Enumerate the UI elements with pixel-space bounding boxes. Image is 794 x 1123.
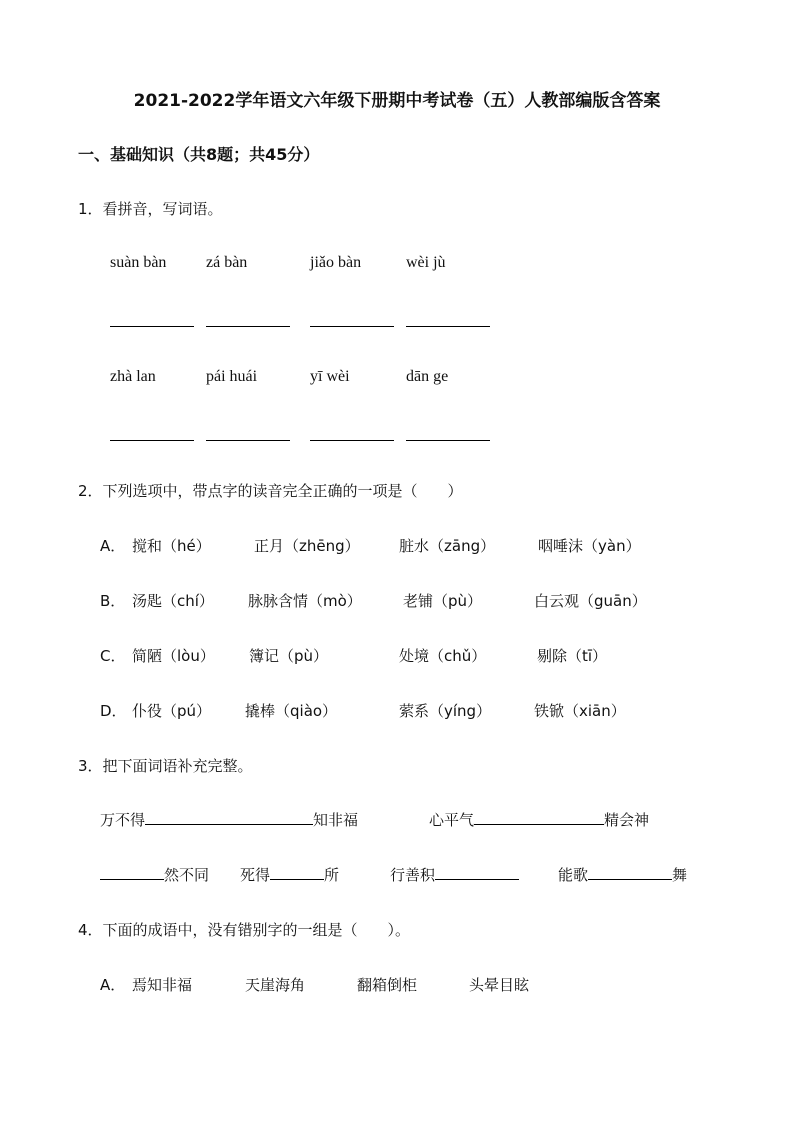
answer-blank[interactable] xyxy=(310,326,394,327)
fill-line xyxy=(390,864,519,885)
pinyin-item: pái huái xyxy=(206,368,258,385)
fill-text: 所 xyxy=(324,866,340,884)
answer-blank[interactable] xyxy=(145,823,313,825)
option-item: 翻箱倒柜 xyxy=(357,976,418,994)
fill-line xyxy=(100,809,358,830)
answer-blank[interactable] xyxy=(588,878,672,880)
fill-text: 心平气 xyxy=(429,811,475,829)
answer-blank[interactable] xyxy=(310,440,394,441)
document-title: 2021-2022学年语文六年级下册期中考试卷（五）人教部编版含答案 xyxy=(133,91,661,111)
option-item: 仆役（pú） xyxy=(132,702,212,720)
question-4-stem: 4．下面的成语中，没有错别字的一组是（ ）。 xyxy=(78,921,411,939)
pinyin-item: wèi jù xyxy=(406,254,446,271)
answer-blank[interactable] xyxy=(406,440,490,441)
option-label: C． xyxy=(100,647,126,665)
pinyin-item: zhà lan xyxy=(110,368,156,385)
option-item: 天崖海角 xyxy=(245,976,306,994)
fill-text: 死得 xyxy=(240,866,271,884)
option-label: A． xyxy=(100,537,126,555)
answer-blank[interactable] xyxy=(474,823,604,825)
option-item: 老铺（pù） xyxy=(403,592,483,610)
fill-line xyxy=(429,809,649,830)
answer-blank[interactable] xyxy=(435,878,519,880)
fill-text: 舞 xyxy=(672,866,688,884)
option-item: 简陋（lòu） xyxy=(132,647,215,665)
option-item: 铁锨（xiān） xyxy=(534,702,626,720)
fill-line xyxy=(558,864,687,885)
fill-text: 知非福 xyxy=(313,811,359,829)
fill-line xyxy=(240,864,339,885)
option-item: 正月（zhēng） xyxy=(254,537,360,555)
fill-text: 万不得 xyxy=(100,811,146,829)
question-3-stem: 3．把下面词语补充完整。 xyxy=(78,757,253,775)
pinyin-item: suàn bàn xyxy=(110,254,167,271)
fill-text: 行善积 xyxy=(390,866,436,884)
option-item: 咽唾沫（yàn） xyxy=(538,537,641,555)
option-item: 萦系（yíng） xyxy=(399,702,492,720)
pinyin-item: dān ge xyxy=(406,368,449,385)
fill-text: 精会神 xyxy=(604,811,650,829)
option-label: A． xyxy=(100,976,126,994)
option-item: 白云观（guān） xyxy=(534,592,647,610)
option-item: 脉脉含情（mò） xyxy=(248,592,362,610)
pinyin-item: jiǎo bàn xyxy=(310,254,362,271)
answer-blank[interactable] xyxy=(206,326,290,327)
section-heading: 一、基础知识（共8题；共45分） xyxy=(78,145,320,164)
option-item: 剔除（tī） xyxy=(537,647,608,665)
option-item: 撬棒（qiào） xyxy=(245,702,338,720)
answer-blank[interactable] xyxy=(270,878,324,880)
option-item: 脏水（zāng） xyxy=(399,537,496,555)
option-item: 头晕目眩 xyxy=(469,976,530,994)
option-label: D． xyxy=(100,702,127,720)
question-2-stem: 2．下列选项中，带点字的读音完全正确的一项是（ ） xyxy=(78,482,463,500)
fill-text: 然不同 xyxy=(164,866,210,884)
option-label: B． xyxy=(100,592,126,610)
option-item: 簿记（pù） xyxy=(249,647,329,665)
fill-line xyxy=(100,864,209,885)
pinyin-item: zá bàn xyxy=(206,254,248,271)
option-item: 搅和（hé） xyxy=(132,537,211,555)
option-item: 焉知非福 xyxy=(132,976,193,994)
fill-text: 能歌 xyxy=(558,866,589,884)
option-item: 处境（chǔ） xyxy=(399,647,487,665)
pinyin-item: yī wèi xyxy=(310,368,350,385)
option-item: 汤匙（chí） xyxy=(132,592,214,610)
answer-blank[interactable] xyxy=(206,440,290,441)
answer-blank[interactable] xyxy=(110,440,194,441)
question-1-stem: 1．看拼音，写词语。 xyxy=(78,200,223,218)
answer-blank[interactable] xyxy=(406,326,490,327)
answer-blank[interactable] xyxy=(110,326,194,327)
answer-blank[interactable] xyxy=(100,878,164,880)
